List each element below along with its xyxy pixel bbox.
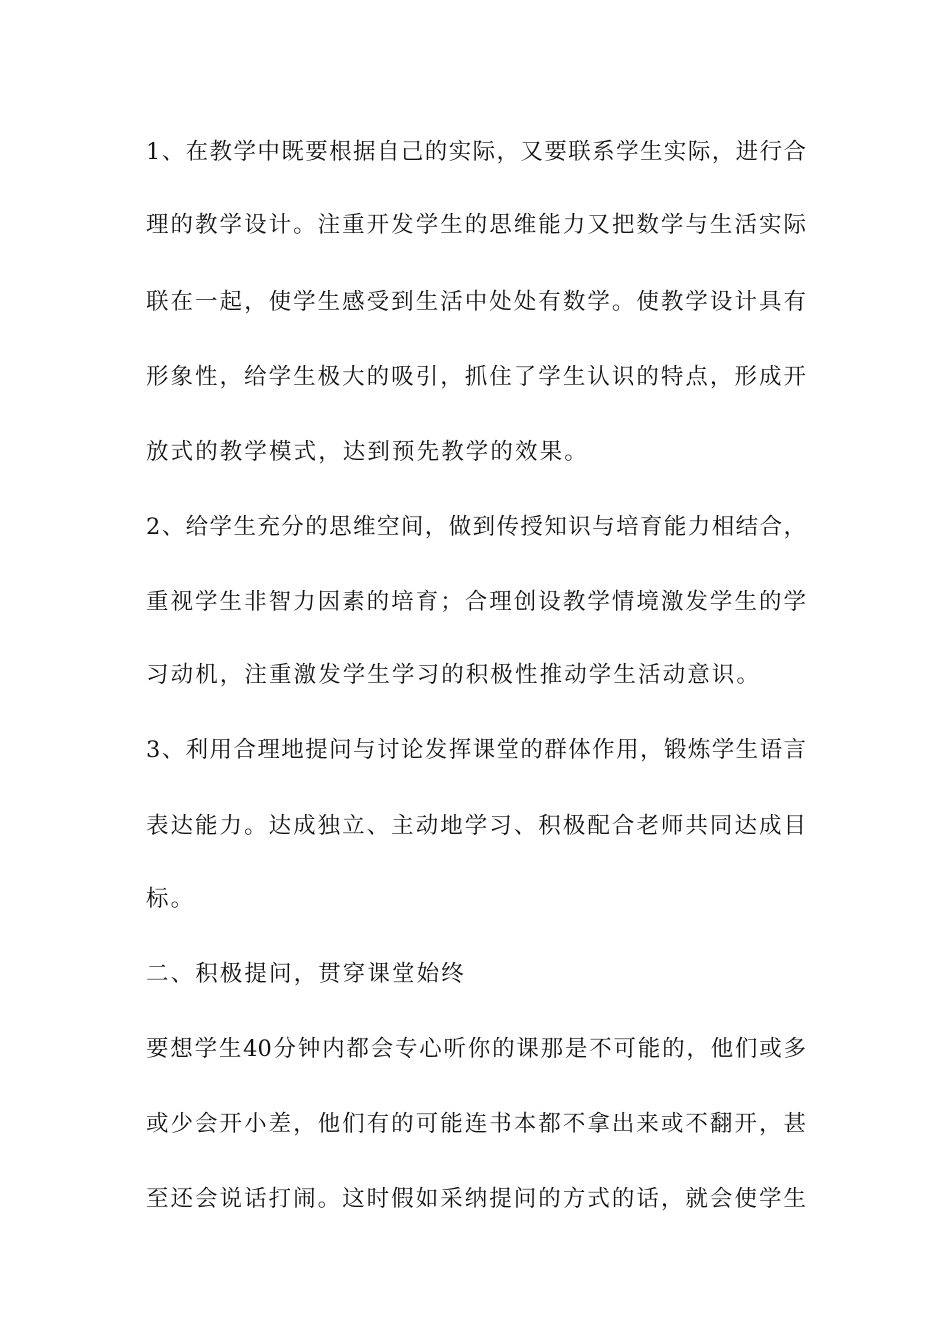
paragraph-1-line-5: 放式的教学模式，达到预先教学的效果。: [146, 439, 589, 465]
section-heading: 二、积极提问，贯穿课堂始终: [146, 961, 466, 987]
paragraph-3-line-3: 标。: [146, 886, 196, 912]
paragraph-4-line-1: 要想学生40分钟内都会专心听你的课那是不可能的，他们或多: [146, 1036, 806, 1062]
paragraph-1-line-1: 1、在教学中既要根据自己的实际，又要联系学生实际，进行合: [146, 139, 806, 165]
paragraph-3-line-2: 表达能力。达成独立、主动地学习、积极配合老师共同达成目: [146, 813, 806, 839]
paragraph-1-line-2: 理的教学设计。注重开发学生的思维能力又把数学与生活实际: [146, 212, 806, 238]
paragraph-4-line-3: 至还会说话打闹。这时假如采纳提问的方式的话，就会使学生: [146, 1186, 806, 1212]
paragraph-2-line-2: 重视学生非智力因素的培育；合理创设教学情境激发学生的学: [146, 589, 806, 615]
paragraph-1-line-4: 形象性，给学生极大的吸引，抓住了学生认识的特点，形成开: [146, 364, 806, 390]
paragraph-4-line-2: 或少会开小差，他们有的可能连书本都不拿出来或不翻开，甚: [146, 1111, 806, 1137]
paragraph-1-line-3: 联在一起，使学生感受到生活中处处有数学。使教学设计具有: [146, 289, 806, 315]
paragraph-2-line-1: 2、给学生充分的思维空间，做到传授知识与培育能力相结合，: [146, 514, 806, 540]
paragraph-3-line-1: 3、利用合理地提问与讨论发挥课堂的群体作用，锻炼学生语言: [146, 737, 806, 763]
paragraph-2-line-3: 习动机，注重激发学生学习的积极性推动学生活动意识。: [146, 662, 762, 688]
